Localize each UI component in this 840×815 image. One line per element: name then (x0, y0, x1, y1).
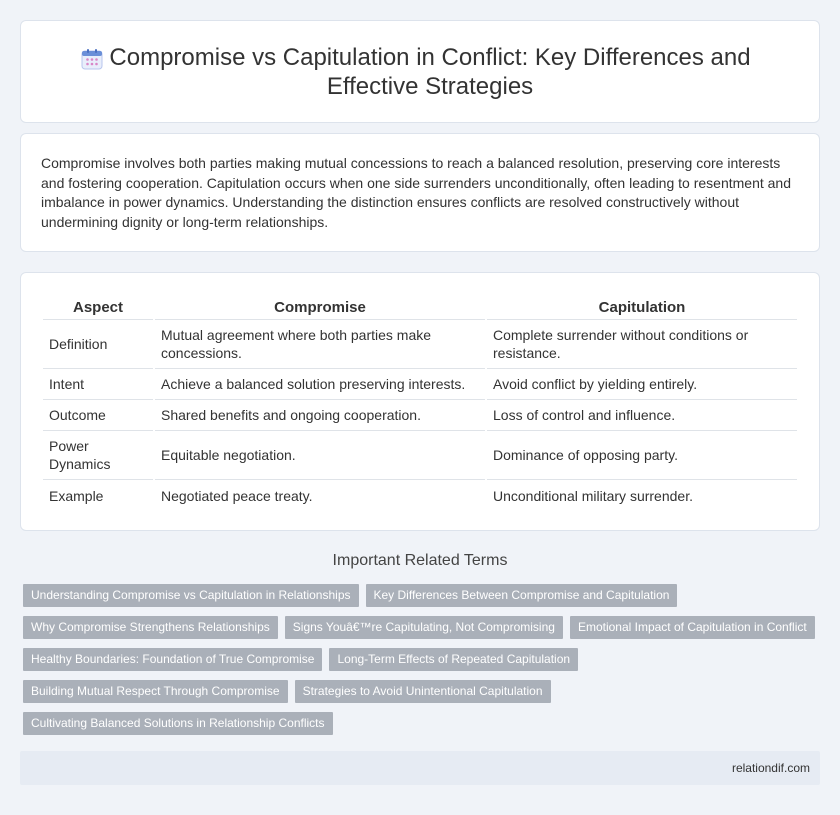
related-term-link[interactable]: Key Differences Between Compromise and Capitulation (366, 584, 678, 607)
header-aspect: Aspect (43, 297, 153, 320)
cell-compromise: Achieve a balanced solution preserving interests. (155, 369, 485, 400)
related-terms-title: Important Related Terms (332, 552, 508, 569)
footer-site-link[interactable]: relationdif.com (731, 761, 810, 775)
table-row (43, 431, 797, 480)
cell-compromise: Equitable negotiation. (155, 431, 485, 480)
header-card (20, 20, 820, 123)
intro-paragraph: Compromise involves both parties making mutual concessions to reach a balanced resolution, preserving core interests and fostering cooperation. Capitulation occurs when one side surrenders unconditionally, often leading to resentment and imbalance in power dynamics. Understanding the distinction ensures conflicts are resolved constructively without undermining dignity or long-term relationships. (41, 155, 791, 230)
related-term-link[interactable]: Long-Term Effects of Repeated Capitulation (329, 648, 578, 671)
cell-aspect: Outcome (43, 400, 153, 431)
related-term-link[interactable]: Cultivating Balanced Solutions in Relationship Conflicts (23, 712, 333, 735)
related-term-link[interactable]: Healthy Boundaries: Foundation of True Compromise (23, 648, 322, 671)
table-row (43, 480, 797, 511)
related-term-link[interactable]: Strategies to Avoid Unintentional Capitulation (295, 680, 551, 703)
tag-row (23, 584, 823, 607)
comparison-table-card (20, 272, 820, 531)
related-term-link[interactable]: Why Compromise Strengthens Relationships (23, 616, 278, 639)
tag-row (23, 712, 823, 735)
cell-aspect: Power Dynamics (43, 431, 153, 480)
header-compromise: Compromise (155, 297, 485, 320)
table-row (43, 400, 797, 431)
cell-capitulation: Dominance of opposing party. (487, 431, 797, 480)
related-terms-list (23, 584, 823, 744)
table-row (43, 320, 797, 369)
comparison-table (41, 297, 799, 511)
tag-row (23, 648, 823, 671)
cell-compromise: Mutual agreement where both parties make concessions. (155, 320, 485, 369)
footer (20, 751, 820, 785)
related-term-link[interactable]: Signs Youâ€™re Capitulating, Not Compromising (285, 616, 563, 639)
cell-aspect: Intent (43, 369, 153, 400)
tag-row (23, 680, 823, 703)
related-term-link[interactable]: Emotional Impact of Capitulation in Conflict (570, 616, 815, 639)
header-capitulation: Capitulation (487, 297, 797, 320)
tag-row (23, 616, 823, 639)
cell-capitulation: Complete surrender without conditions or resistance. (487, 320, 797, 369)
table-row (43, 369, 797, 400)
cell-aspect: Definition (43, 320, 153, 369)
related-term-link[interactable]: Building Mutual Respect Through Compromise (23, 680, 288, 703)
page-title: Compromise vs Capitulation in Conflict: Key Differences and Effective Strategies (109, 44, 751, 100)
cell-capitulation: Unconditional military surrender. (493, 487, 693, 504)
cell-capitulation: Loss of control and influence. (487, 400, 797, 431)
cell-compromise: Shared benefits and ongoing cooperation. (155, 400, 485, 431)
cell-capitulation: Avoid conflict by yielding entirely. (487, 369, 797, 400)
cell-compromise: Negotiated peace treaty. (161, 487, 313, 504)
related-term-link[interactable]: Understanding Compromise vs Capitulation in Relationships (23, 584, 359, 607)
intro-card (20, 133, 820, 252)
cell-aspect: Example (49, 487, 104, 504)
